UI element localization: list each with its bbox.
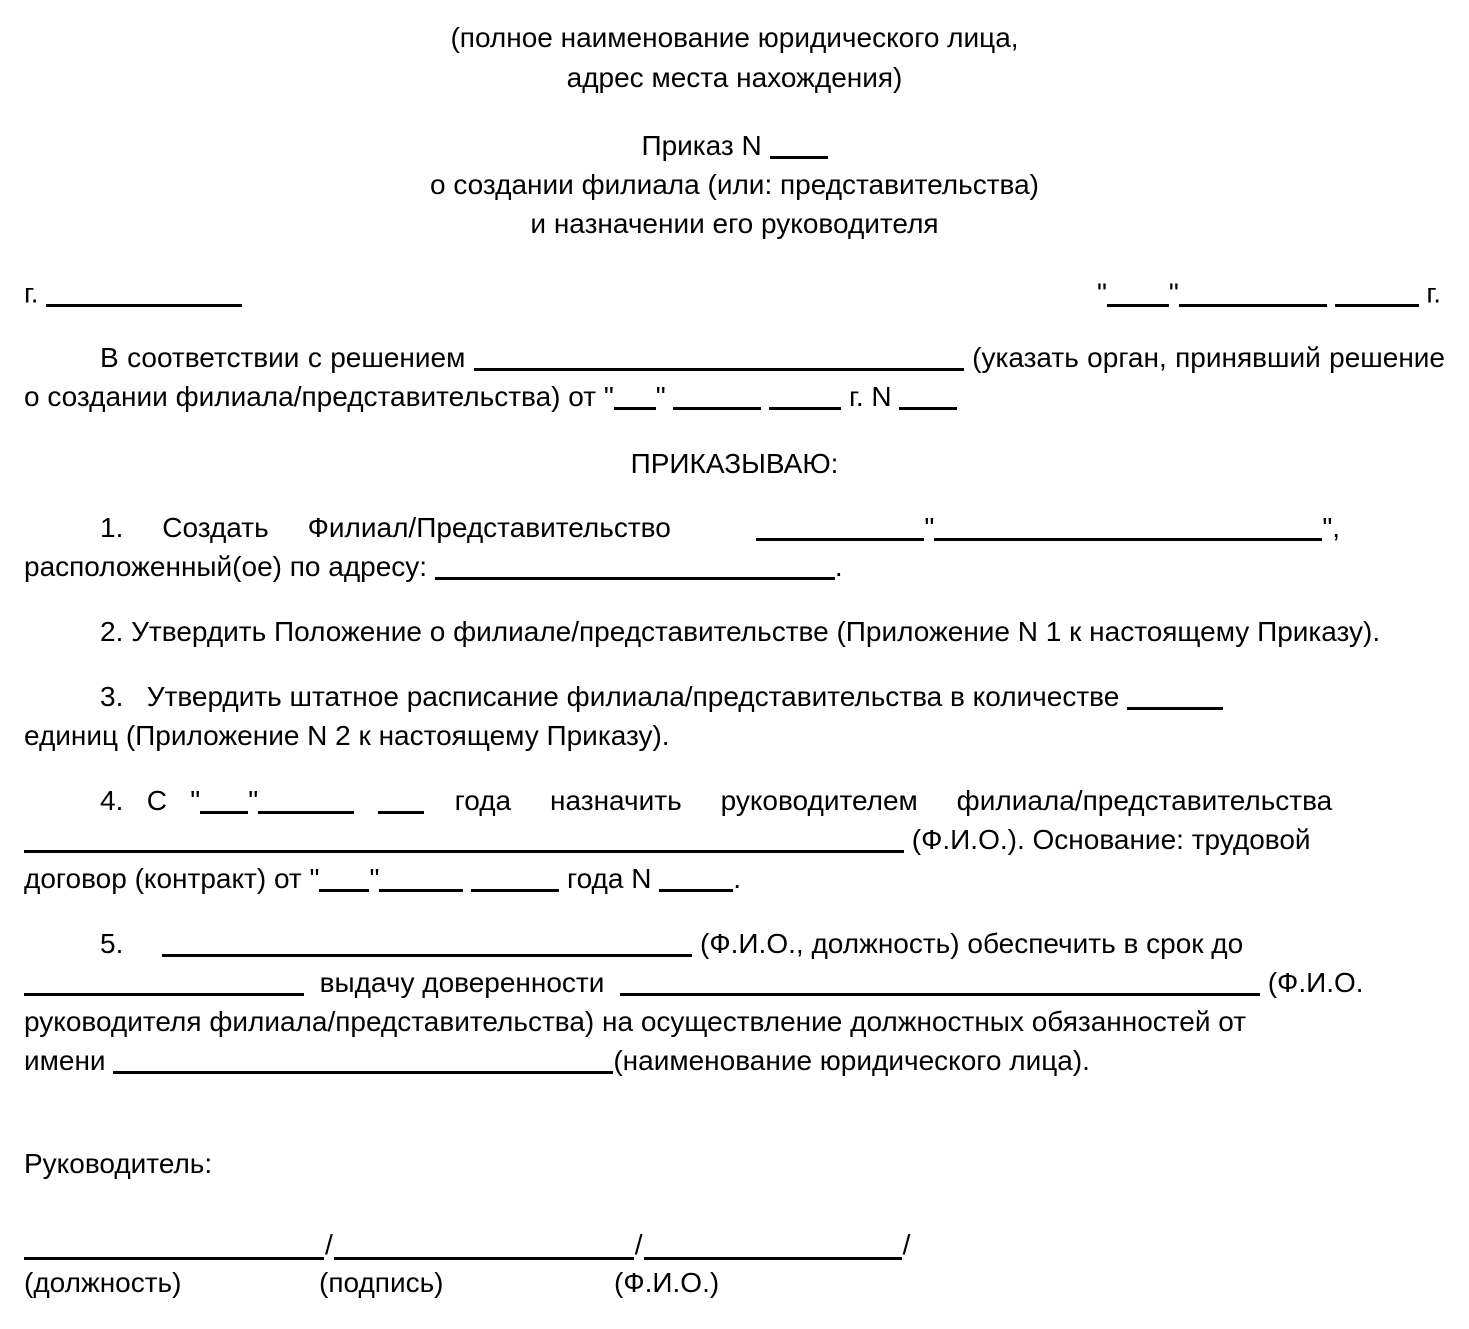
item-4-text-1: С bbox=[146, 784, 167, 816]
header-line-2: адрес места нахождения) bbox=[566, 62, 903, 93]
item-4-text-10: года N bbox=[559, 862, 660, 894]
item-1-text-2: Филиал/Представительство bbox=[307, 511, 671, 543]
item-4-quote-open: " bbox=[190, 784, 201, 816]
preamble-decision-number-blank[interactable] bbox=[899, 378, 957, 410]
signature-lines-row bbox=[24, 1230, 1445, 1260]
signature-label-signature: (подпись) bbox=[319, 1266, 444, 1298]
item-2-text-1: Утвердить Положение о филиале/представительстве (Приложение N 1 к настоящему Приказу). bbox=[131, 615, 1381, 647]
item-4-text-9 bbox=[463, 863, 471, 894]
item-4-text-11: . bbox=[733, 862, 741, 894]
order-number-label: Приказ N bbox=[641, 130, 770, 161]
item-5-text-6: (наименование юридического лица). bbox=[613, 1044, 1090, 1076]
item-3-text-2: единиц (Приложение N 2 к настоящему Приказу). bbox=[24, 719, 670, 751]
item-4-number: 4. bbox=[100, 784, 124, 816]
branch-type-blank[interactable] bbox=[756, 509, 924, 541]
preamble-text-2: (указать орган, принявший решение о создании филиала/представительства) от " bbox=[24, 341, 1445, 412]
item-5-text-1: (Ф.И.О., должность) обеспечить в срок до bbox=[692, 927, 1244, 959]
title-line-3: и назначении его руководителя bbox=[530, 208, 939, 239]
branch-name-blank[interactable] bbox=[934, 509, 1322, 541]
item-5-text-2: выдачу доверенности bbox=[319, 966, 605, 998]
signature-separator-3: / bbox=[902, 1228, 911, 1260]
signature-label-fio: (Ф.И.О.) bbox=[614, 1266, 720, 1298]
document-title bbox=[24, 126, 1445, 243]
date-year-suffix: г. bbox=[1418, 277, 1441, 309]
order-item-5 bbox=[24, 924, 1445, 1080]
preamble-text-4 bbox=[761, 381, 769, 412]
item-4-text-3: назначить bbox=[550, 784, 682, 816]
deciding-body-blank[interactable] bbox=[474, 339, 964, 371]
item-4-director-fio-blank[interactable] bbox=[24, 821, 904, 853]
item-4-quote-close: " bbox=[248, 784, 259, 816]
contract-number-blank[interactable] bbox=[659, 860, 733, 892]
city-field bbox=[24, 275, 242, 312]
preamble-text-1: В соответствии с решением bbox=[100, 341, 474, 373]
item-4-day-blank[interactable] bbox=[200, 782, 248, 814]
item-1-text-4: . bbox=[834, 550, 843, 582]
item-4-text-5: филиала/представительства bbox=[956, 784, 1333, 816]
branch-address-blank[interactable] bbox=[435, 548, 835, 580]
signature-fio-blank[interactable] bbox=[644, 1231, 902, 1260]
item-2-number: 2. bbox=[100, 615, 124, 647]
contract-month-blank[interactable] bbox=[379, 860, 463, 892]
order-item-3 bbox=[24, 677, 1445, 755]
item-5-entity-name-blank[interactable] bbox=[113, 1042, 613, 1074]
staff-units-blank[interactable] bbox=[1127, 678, 1223, 710]
order-item-1 bbox=[24, 508, 1445, 586]
organization-header bbox=[24, 0, 1445, 98]
signature-labels-row bbox=[24, 1264, 1445, 1304]
item-4-text-4: руководителем bbox=[720, 784, 918, 816]
item-4-text-8: " bbox=[369, 862, 380, 894]
item-1-text-3: расположенный(ое) по адресу: bbox=[24, 550, 435, 582]
signature-sign-blank[interactable] bbox=[334, 1231, 634, 1260]
city-date-row bbox=[24, 275, 1445, 312]
signature-separator-1: / bbox=[325, 1228, 333, 1260]
date-day-blank[interactable] bbox=[1107, 275, 1169, 307]
item-4-year-blank[interactable] bbox=[378, 782, 424, 814]
preamble-text-5: г. N bbox=[841, 380, 900, 412]
item-4-text-6: (Ф.И.О.). Основание: трудовой bbox=[904, 823, 1311, 855]
item-1-number: 1. bbox=[100, 511, 124, 543]
item-5-responsible-blank[interactable] bbox=[162, 925, 692, 957]
item-5-text-5: имени bbox=[24, 1044, 114, 1076]
preamble-paragraph bbox=[24, 338, 1445, 416]
item-4-text-7: договор (контракт) от " bbox=[24, 862, 320, 894]
preamble-day-blank[interactable] bbox=[614, 378, 656, 410]
city-label: г. bbox=[24, 277, 47, 309]
title-line-2: о создании филиала (или: представительства) bbox=[430, 169, 1039, 200]
title-order-number-line bbox=[24, 126, 1445, 165]
signature-label-position: (должность) bbox=[24, 1266, 182, 1298]
order-number-blank[interactable] bbox=[770, 127, 828, 159]
item-1-text-1: Создать bbox=[162, 511, 269, 543]
city-blank[interactable] bbox=[46, 275, 242, 307]
order-item-4 bbox=[24, 781, 1445, 898]
date-month-blank[interactable] bbox=[1179, 275, 1327, 307]
date-quote-open: " bbox=[1096, 277, 1107, 309]
date-year-blank[interactable] bbox=[1335, 275, 1419, 307]
preamble-year-blank[interactable] bbox=[769, 378, 841, 410]
item-3-text-1: Утвердить штатное расписание филиала/представительства в количестве bbox=[146, 680, 1120, 712]
item-5-text-4: руководителя филиала/представительства) на осуществление должностных обязанностей от bbox=[24, 1005, 1247, 1037]
item-1-quote-open: " bbox=[924, 511, 935, 543]
item-5-deadline-blank[interactable] bbox=[24, 964, 304, 996]
header-line-1: (полное наименование юридического лица, bbox=[450, 22, 1019, 53]
signature-position-blank[interactable] bbox=[24, 1231, 324, 1260]
item-4-text-2: года bbox=[454, 784, 512, 816]
signature-title: Руководитель: bbox=[24, 1147, 213, 1179]
date-field bbox=[1097, 275, 1445, 312]
date-quote-close: " bbox=[1168, 277, 1179, 309]
item-5-director-fio-blank[interactable] bbox=[620, 964, 1260, 996]
preamble-text-3: " bbox=[655, 380, 674, 412]
signature-separator-2: / bbox=[634, 1228, 643, 1260]
item-3-number: 3. bbox=[100, 680, 124, 712]
command-heading: ПРИКАЗЫВАЮ: bbox=[630, 447, 839, 479]
order-item-2 bbox=[24, 612, 1445, 651]
item-1-quote-close: ", bbox=[1322, 511, 1341, 543]
item-5-number: 5. bbox=[100, 927, 124, 959]
item-4-month-blank[interactable] bbox=[258, 782, 354, 814]
contract-year-blank[interactable] bbox=[471, 860, 559, 892]
preamble-month-blank[interactable] bbox=[673, 378, 761, 410]
item-5-text-3: (Ф.И.О. bbox=[1267, 966, 1364, 998]
contract-day-blank[interactable] bbox=[319, 860, 369, 892]
